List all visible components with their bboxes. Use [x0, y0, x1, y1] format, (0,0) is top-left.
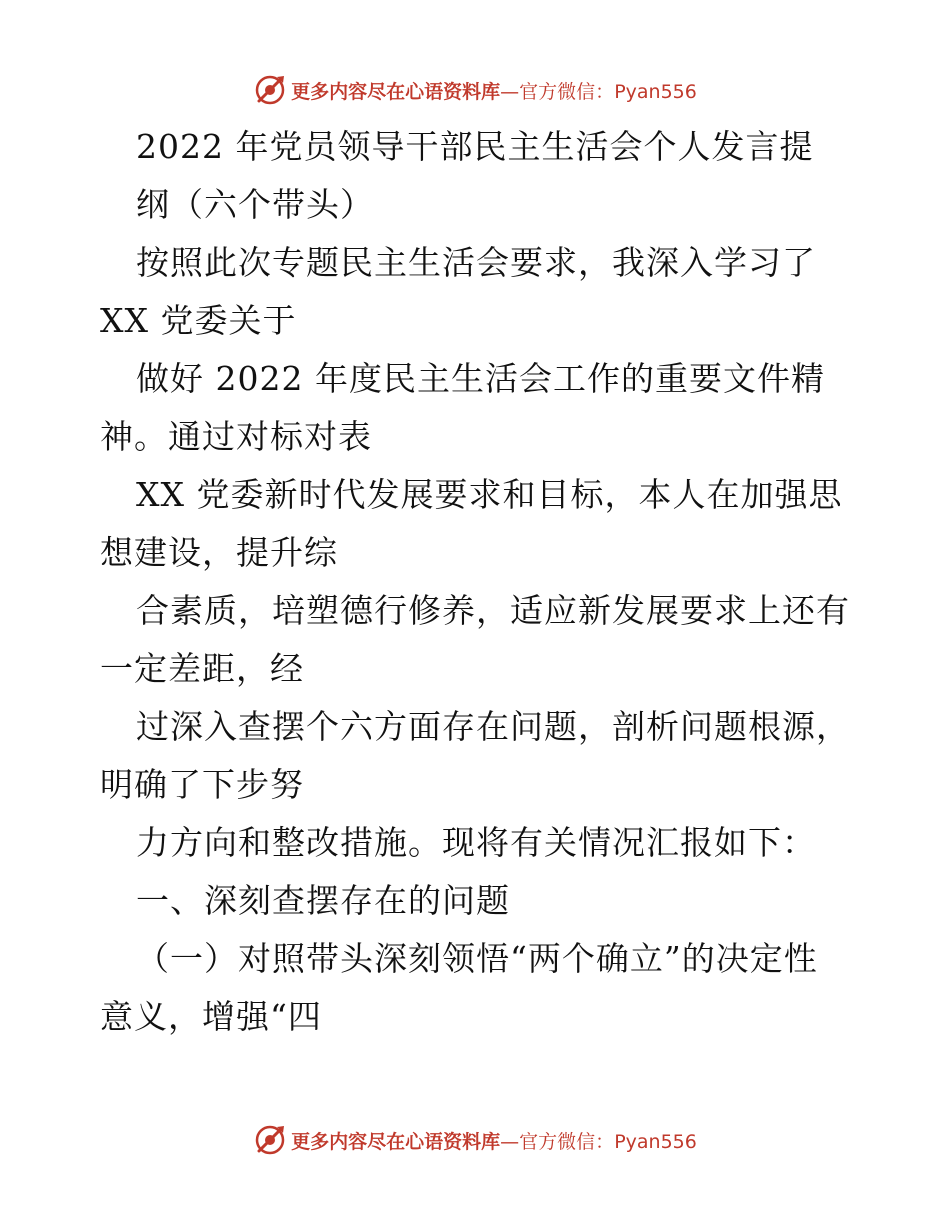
- document-line: 合素质，培塑德行修养，适应新发展要求上还有: [136, 591, 850, 630]
- document-line: 神。通过对标对表: [100, 417, 372, 456]
- document-line: XX 党委新时代发展要求和目标，本人在加强思: [136, 475, 843, 514]
- document-line: 一、深刻查摆存在的问题: [136, 881, 510, 920]
- document-line: 按照此次专题民主生活会要求，我深入学习了: [136, 243, 816, 282]
- document-line: 明确了下步努: [100, 765, 304, 804]
- document-line: 做好 2022 年度民主生活会工作的重要文件精: [136, 359, 825, 398]
- document-line: 过深入查摆个六方面存在问题，剖析问题根源，: [136, 707, 850, 746]
- watermark-main: 更多内容尽在心语资料库: [291, 80, 501, 103]
- watermark-separator: —官方微信：: [500, 80, 615, 103]
- document-line: 2022 年党员领导干部民主生活会个人发言提: [136, 127, 814, 166]
- watermark-separator: —官方微信：: [500, 1130, 615, 1153]
- brand-logo-icon: [253, 73, 287, 107]
- document-line: 意义，增强“四: [100, 997, 322, 1036]
- watermark-text: [291, 77, 697, 104]
- document-body: [100, 118, 860, 1046]
- watermark-banner-top: [0, 70, 950, 110]
- watermark-id: Pyan556: [614, 1130, 697, 1153]
- document-line: （一）对照带头深刻领悟“两个确立”的决定性: [136, 939, 818, 978]
- document-line: 想建设，提升综: [100, 533, 338, 572]
- document-line: 一定差距，经: [100, 649, 304, 688]
- brand-logo-icon: [253, 1123, 287, 1157]
- watermark-main: 更多内容尽在心语资料库: [291, 1130, 501, 1153]
- document-line: XX 党委关于: [100, 301, 297, 340]
- document-line: 力方向和整改措施。现将有关情况汇报如下：: [136, 823, 816, 862]
- watermark-text: [291, 1127, 697, 1154]
- watermark-banner-bottom: [0, 1120, 950, 1160]
- document-line: 纲（六个带头）: [136, 185, 374, 224]
- watermark-id: Pyan556: [614, 80, 697, 103]
